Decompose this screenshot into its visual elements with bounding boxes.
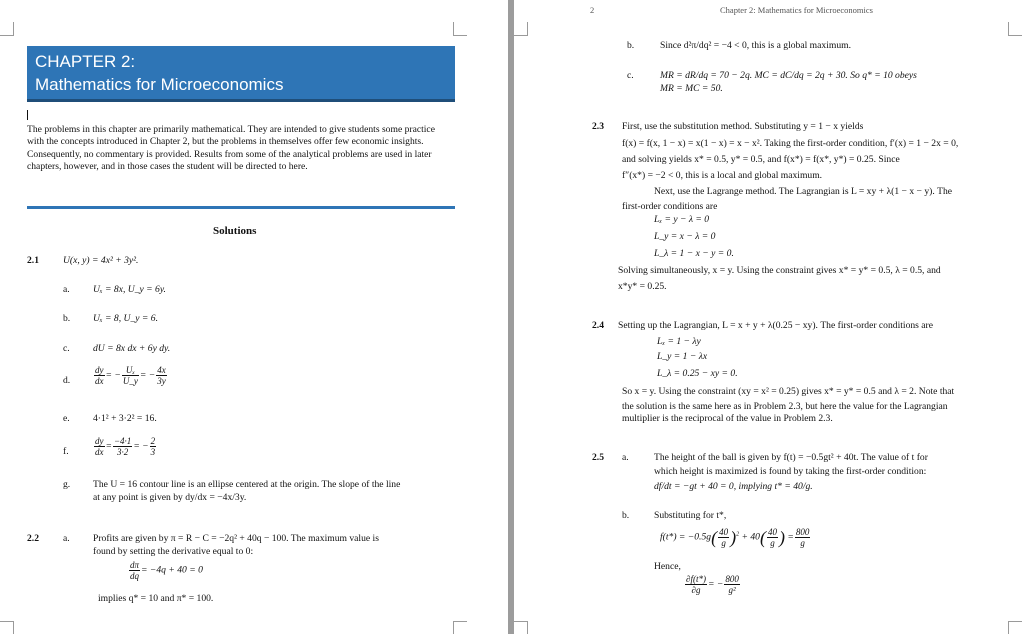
lagrange-foc-lambda[interactable]: L_λ = 1 − x − y = 0. (654, 248, 734, 259)
text-cursor (27, 110, 28, 120)
part-label: f. (63, 446, 69, 457)
intro-paragraph[interactable]: The problems in this chapter are primarily mathematical. They are intended to give students some practice with the concepts introduced in Chapter 2, but the problems in themselves offer few economic insights. Consequently, no commentary is provided. Results from some of the analytical problems are used in later chapters, however, and in those cases the student will be directed to here. (27, 124, 435, 172)
problem-2-2a-line1[interactable]: Profits are given by π = R − C = −2q² + 40q − 100. The maximum value is (93, 533, 379, 544)
problem-2-3-line8[interactable]: x*y* = 0.25. (618, 281, 667, 292)
problem-2-2b-answer[interactable]: Since d²π/dq² = −4 < 0, this is a global maximum. (660, 40, 851, 51)
problem-2-2c-line2[interactable]: MR = MC = 50. (660, 83, 723, 94)
fraction: $\frac{2}{3}$ (150, 436, 156, 457)
problem-2-3-line3[interactable]: and solving yields x* = 0.5, y* = 0.5, and f(x*) = f(x*, y*) = 0.25. Since (622, 154, 900, 165)
part-label: c. (627, 70, 634, 81)
problem-2-1g-line2[interactable]: at any point is given by dy/dx = −4x/3y. (93, 492, 247, 503)
problem-2-3-line7[interactable]: Solving simultaneously, x = y. Using the constraint gives x* = y* = 0.5, λ = 0.5, and (618, 265, 941, 276)
part-label: g. (63, 479, 71, 490)
problem-2-2a-result[interactable]: implies q* = 10 and π* = 100. (98, 593, 214, 604)
chapter-title-banner (27, 46, 455, 102)
problem-2-3-line5[interactable]: Next, use the Lagrange method. The Lagrangian is L = xy + λ(1 − x − y). The (654, 186, 953, 197)
lagrange-foc-x[interactable]: Lₓ = 1 − λy (657, 336, 701, 347)
problem-2-1g-line1[interactable]: The U = 16 contour line is an ellipse centered at the origin. The slope of the line (93, 479, 401, 490)
problem-2-5a-line3[interactable]: df/dt = −gt + 40 = 0, implying t* = 40/g. (654, 481, 813, 492)
running-header: Chapter 2: Mathematics for Microeconomics (720, 5, 873, 15)
problem-number-2-3: 2.3 (592, 121, 604, 132)
problem-2-1a-answer[interactable]: Uₓ = 8x, U_y = 6y. (93, 284, 166, 295)
part-label: d. (63, 375, 71, 386)
problem-2-4-line3[interactable]: the solution is the same here as in Problem 2.3, but here the value for the Lagrangian (622, 401, 948, 412)
solutions-heading: Solutions (213, 225, 257, 237)
fraction: $\frac{\text{Uₓ}}{U\_y}$ (122, 365, 138, 386)
crop-mark-bottom-left (0, 621, 14, 634)
fraction: $\frac{\partial f(t*)}{\partial g}$ (686, 574, 706, 595)
problem-2-5a-line2[interactable]: which height is maximized is found by taking the first-order condition: (654, 466, 927, 477)
lagrange-foc-y[interactable]: L_y = 1 − λx (657, 351, 708, 362)
part-label: a. (622, 452, 629, 463)
lagrange-foc-lambda[interactable]: L_λ = 0.25 − xy = 0. (657, 368, 738, 379)
document-page-right (514, 0, 1027, 634)
problem-2-3-line1[interactable]: First, use the substitution method. Substituting y = 1 − x yields (622, 121, 864, 132)
height-at-max-equation[interactable]: f(t*) = −0.5g( $\frac{40}{g}$ )$^2$ + 40( $\frac{40}{g}$ ) = $\frac{800}{g}$ (660, 527, 810, 548)
problem-number-2-5: 2.5 (592, 452, 604, 463)
fraction: $\frac{4x}{3y}$ (157, 365, 166, 386)
part-label: a. (63, 533, 70, 544)
problem-2-1-function[interactable]: U(x, y) = 4x² + 3y². (63, 255, 139, 266)
fraction: $\frac{d\pi}{dq}$ (130, 560, 140, 581)
crop-mark-bottom-right (1008, 621, 1022, 634)
problem-2-1b-answer[interactable]: Uₓ = 8, U_y = 6. (93, 313, 158, 324)
problem-2-5b-line1[interactable]: Substituting for t*, (654, 510, 727, 521)
problem-2-1d-answer[interactable]: $\frac{dy}{dx}$ = − $\frac{\text{Uₓ}}{U\_y}$ = − $\frac{4x}{3y}$ (95, 365, 166, 386)
page-number: 2 (590, 5, 595, 15)
problem-2-1f-answer[interactable]: $\frac{dy}{dx}$ = $\frac{-4\cdot 1}{3\cdot 2}$ = − $\frac{2}{3}$ (95, 436, 156, 457)
partial-derivative-equation[interactable]: $\frac{\partial f(t*)}{\partial g}$ = − $\frac{800}{\text{g²}}$ (686, 574, 739, 595)
part-label: b. (63, 313, 71, 324)
problem-2-2c-line1[interactable]: MR = dR/dq = 70 − 2q. MC = dC/dq = 2q + 30. So q* = 10 obeys (660, 70, 917, 81)
crop-mark-top-right (453, 22, 467, 36)
problem-2-1c-answer[interactable]: dU = 8x dx + 6y dy. (93, 343, 171, 354)
part-label: c. (63, 343, 70, 354)
part-label: b. (627, 40, 635, 51)
fraction: $\frac{dy}{dx}$ (95, 436, 104, 457)
part-label: a. (63, 284, 70, 295)
fraction: $\frac{40}{g}$ (719, 527, 729, 548)
fraction: $\frac{dy}{dx}$ (95, 365, 104, 386)
crop-mark-top-left (514, 22, 528, 36)
problem-2-2a-line2[interactable]: found by setting the derivative equal to 0: (93, 546, 254, 557)
problem-2-3-line4[interactable]: f″(x*) = −2 < 0, this is a local and global maximum. (622, 170, 823, 181)
problem-2-4-line2[interactable]: So x = y. Using the constraint (xy = x² = 0.25) gives x* = y* = 0.5 and λ = 2. Note that (622, 386, 955, 397)
chapter-title-line2: Mathematics for Microeconomics (35, 75, 284, 94)
crop-mark-bottom-right (453, 621, 467, 634)
part-label: e. (63, 413, 70, 424)
problem-number-2-1: 2.1 (27, 255, 39, 266)
profit-derivative-equation[interactable]: $\frac{d\pi}{dq}$ = −4q + 40 = 0 (130, 560, 203, 581)
problem-number-2-4: 2.4 (592, 320, 604, 331)
document-page-left (0, 0, 508, 634)
fraction: $\frac{800}{g}$ (795, 527, 810, 548)
crop-mark-bottom-left (514, 621, 528, 634)
hence-label: Hence, (654, 561, 681, 572)
problem-number-2-2: 2.2 (27, 533, 39, 544)
problem-2-5a-line1[interactable]: The height of the ball is given by f(t) = −0.5gt² + 40t. The value of t for (654, 452, 928, 463)
crop-mark-top-left (0, 22, 14, 36)
problem-2-3-line2[interactable]: f(x) = f(x, 1 − x) = x(1 − x) = x − x². Taking the first-order condition, f′(x) = 1 − 2x = 0, (622, 138, 959, 149)
lagrange-foc-y[interactable]: L_y = x − λ = 0 (654, 231, 716, 242)
fraction: $\frac{800}{\text{g²}}$ (725, 574, 739, 595)
lagrange-foc-x[interactable]: Lₓ = y − λ = 0 (654, 214, 710, 225)
fraction: $\frac{-4\cdot 1}{3\cdot 2}$ (113, 436, 132, 457)
part-label: b. (622, 510, 630, 521)
chapter-title-line1: CHAPTER 2: (35, 52, 136, 71)
problem-2-1e-answer[interactable]: 4·1² + 3·2² = 16. (93, 413, 157, 424)
section-rule (27, 206, 455, 209)
problem-2-3-line6[interactable]: first-order conditions are (622, 201, 718, 212)
fraction: $\frac{40}{g}$ (767, 527, 777, 548)
crop-mark-top-right (1008, 22, 1022, 36)
problem-2-4-line1[interactable]: Setting up the Lagrangian, L = x + y + λ(0.25 − xy). The first-order conditions are (618, 320, 934, 331)
problem-2-4-line4[interactable]: multiplier is the reciprocal of the value in Problem 2.3. (622, 413, 833, 424)
